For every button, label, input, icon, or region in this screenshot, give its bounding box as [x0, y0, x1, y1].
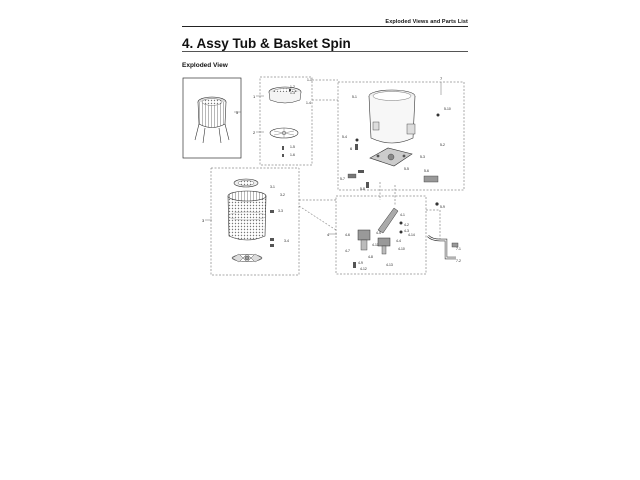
- callout-c7a: 7-1: [456, 247, 461, 251]
- callout-c4j: 4-10: [398, 247, 405, 251]
- callout-c5a: 5-1: [352, 95, 357, 99]
- callout-c1a: 1-1: [307, 78, 312, 82]
- callout-c3c: 3-3: [278, 209, 283, 213]
- callout-c3d: 3-4: [284, 239, 289, 243]
- assembly-inset: [183, 78, 241, 158]
- callout-c5h: 5-8: [360, 187, 365, 191]
- callout-c1c: 1-3: [290, 91, 295, 95]
- basket-spin: [228, 179, 274, 247]
- basket-flange: [232, 254, 262, 262]
- callout-c7b: 7-2: [456, 259, 461, 263]
- callout-c5j: 5-10: [444, 107, 451, 111]
- callout-c4m: 4-13: [386, 263, 393, 267]
- callout-c4f: 4-6: [345, 233, 350, 237]
- tub-cover-assembly: [269, 87, 301, 103]
- callout-c6: 6: [350, 146, 353, 151]
- callout-c5g: 5-7: [340, 177, 345, 181]
- callout-c4c: 4-3: [404, 229, 409, 233]
- callout-c4g: 4-7: [345, 249, 350, 253]
- callout-c1e: 1-5: [290, 145, 295, 149]
- callout-c1f: 1-6: [290, 153, 295, 157]
- callout-c4k: 4-11: [372, 243, 379, 247]
- callout-c2: 2: [253, 130, 256, 135]
- small-bolts-group1: [282, 146, 284, 157]
- callout-c1d: 1-4: [306, 101, 311, 105]
- callout-c4e: 4-5: [376, 231, 381, 235]
- callout-c4: 4: [327, 232, 330, 237]
- running-header: Exploded Views and Parts List: [385, 19, 468, 25]
- callout-c4h: 4-8: [368, 255, 373, 259]
- callout-c1b: 1-2: [290, 85, 295, 89]
- callout-c4l: 4-12: [360, 267, 367, 271]
- callout-c4b: 4-2: [404, 223, 409, 227]
- callout-c5i: 5-9: [440, 205, 445, 209]
- callout-c5f: 5-6: [424, 169, 429, 173]
- drain-hose: [428, 236, 458, 258]
- callout-c1: 1: [253, 94, 256, 99]
- pulsator-wash-plate: [270, 128, 298, 138]
- section-title: 4. Assy Tub & Basket Spin: [182, 36, 351, 51]
- clutch-drive-assembly: [353, 208, 403, 268]
- callout-c5e: 5-5: [404, 167, 409, 171]
- tub-bottom-bracket: [348, 148, 439, 206]
- section-subtitle: Exploded View: [182, 62, 228, 69]
- callout-c5c: 5-3: [420, 155, 425, 159]
- callout-c5d: 5-4: [342, 135, 347, 139]
- callout-c5b: 5-2: [440, 143, 445, 147]
- callout-c4a: 4-1: [400, 213, 405, 217]
- callout-c7: 7: [440, 76, 443, 81]
- callout-c3a: 3-1: [270, 185, 275, 189]
- callout-c4i: 4-9: [358, 261, 363, 265]
- callout-c3b: 3-2: [280, 193, 285, 197]
- callout-c3: 3: [202, 218, 205, 223]
- callout-c5: 5: [236, 110, 239, 115]
- outer-tub: [355, 90, 440, 150]
- callout-c4n: 4-14: [408, 233, 415, 237]
- callout-c4d: 4-4: [396, 239, 401, 243]
